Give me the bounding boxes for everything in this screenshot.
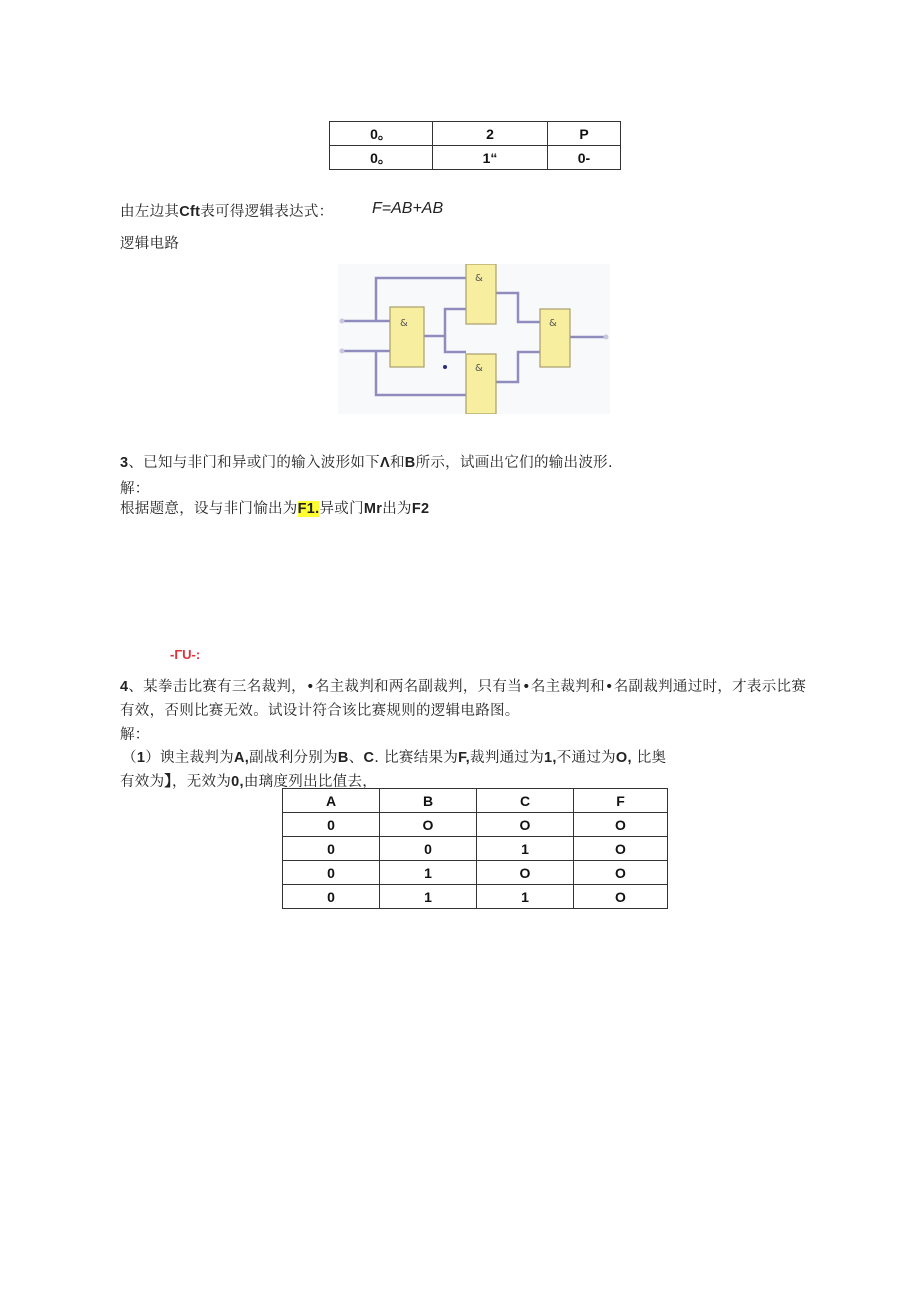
text: F2 [411, 501, 430, 517]
column-header: F [574, 789, 668, 813]
table-cell: 0。 [330, 122, 433, 146]
table-row [330, 122, 621, 146]
table-cell: 1 [477, 885, 574, 909]
expression-line [120, 200, 333, 221]
text: Λ [379, 455, 390, 471]
table-cell: O [574, 813, 668, 837]
text: 由左边其 [120, 204, 180, 220]
text: B [337, 750, 349, 766]
text: . 比赛结果为 [374, 750, 459, 766]
truth-table [282, 788, 668, 909]
text: A, [234, 750, 250, 766]
table-cell: 0 [283, 813, 380, 837]
table-cell: 0 [380, 837, 477, 861]
truth-table-partial [329, 121, 621, 170]
text: 出为 [382, 501, 412, 517]
text: 表可得逻辑表达式： [200, 204, 334, 220]
highlight-text: F1. [297, 501, 320, 517]
text: 比奥 [631, 750, 667, 766]
table-cell: O [380, 813, 477, 837]
text: （ [122, 750, 137, 766]
gate-label: & [475, 273, 483, 284]
logic-expression: F=AB+AB [372, 200, 444, 217]
text: 副战利分别为 [249, 750, 338, 766]
table-row [283, 885, 668, 909]
gate-label: & [549, 318, 557, 329]
text: 、某拳击比赛有三名裁判，•名主裁判和两名副裁判，只有当•名主裁判和•名副裁判通过时，才表示比赛 [128, 679, 807, 695]
text: 根据题意，设与非门愉出为 [120, 501, 298, 517]
text: Cft [179, 204, 201, 220]
question-3 [120, 451, 613, 472]
table-cell: 1“ [433, 146, 548, 170]
table-cell: 2 [433, 122, 548, 146]
table-cell: 1 [380, 885, 477, 909]
column-header: C [477, 789, 574, 813]
solution-step-1 [122, 746, 666, 767]
text: 、已知与非门和异或门的输入波形如下 [128, 455, 380, 471]
red-annotation: -ΓU-: [170, 647, 201, 662]
text: 有效为 [120, 774, 165, 790]
gate-label: & [475, 363, 483, 374]
table-cell: 1 [477, 837, 574, 861]
table-cell: O [477, 813, 574, 837]
table-row [283, 837, 668, 861]
text: 异或门 [319, 501, 364, 517]
logic-circuit-diagram [338, 264, 610, 414]
text: 所示，试画出它们的输出波形. [415, 455, 613, 471]
text: 和 [389, 455, 405, 471]
text: C [363, 750, 375, 766]
section-label: 逻辑电路 [120, 236, 180, 252]
text: 】 [164, 774, 172, 790]
text: 4 [120, 679, 129, 695]
text: 裁判通过为 [470, 750, 545, 766]
text: 不通过为 [556, 750, 616, 766]
text: 1 [136, 750, 146, 766]
column-header: B [380, 789, 477, 813]
table-cell: 0- [548, 146, 621, 170]
question-4-line2: 有效，否则比赛无效。试设计符合该比赛规则的逻辑电路图。 [120, 703, 520, 719]
table-cell: 0 [283, 861, 380, 885]
gate-label: & [400, 318, 408, 329]
table-row [330, 146, 621, 170]
text: 0, [231, 774, 244, 790]
text: Mr [363, 501, 383, 517]
text: 1, [544, 750, 557, 766]
column-header: A [283, 789, 380, 813]
text: 、 [348, 750, 364, 766]
text: O, [615, 750, 632, 766]
table-row [283, 813, 668, 837]
table-cell: O [477, 861, 574, 885]
table-cell: O [574, 861, 668, 885]
table-cell: O [574, 885, 668, 909]
text: B [404, 455, 416, 471]
solution-label: 解： [120, 727, 150, 743]
table-cell: P [548, 122, 621, 146]
text: F, [458, 750, 471, 766]
solution-line [120, 497, 429, 518]
table-cell: 0。 [330, 146, 433, 170]
text: ）谀主裁判为 [145, 750, 234, 766]
table-cell: 1 [380, 861, 477, 885]
solution-label: 解： [120, 481, 150, 497]
question-4-line1 [120, 675, 806, 696]
table-cell: 0 [283, 837, 380, 861]
text: 由璃度列出比值去， [243, 774, 378, 790]
table-row [283, 861, 668, 885]
nand-gate-1 [390, 307, 424, 367]
text: ，无效为 [171, 774, 232, 790]
table-cell: 0 [283, 885, 380, 909]
text: 3 [120, 455, 129, 471]
table-header-row [283, 789, 668, 813]
table-cell: O [574, 837, 668, 861]
